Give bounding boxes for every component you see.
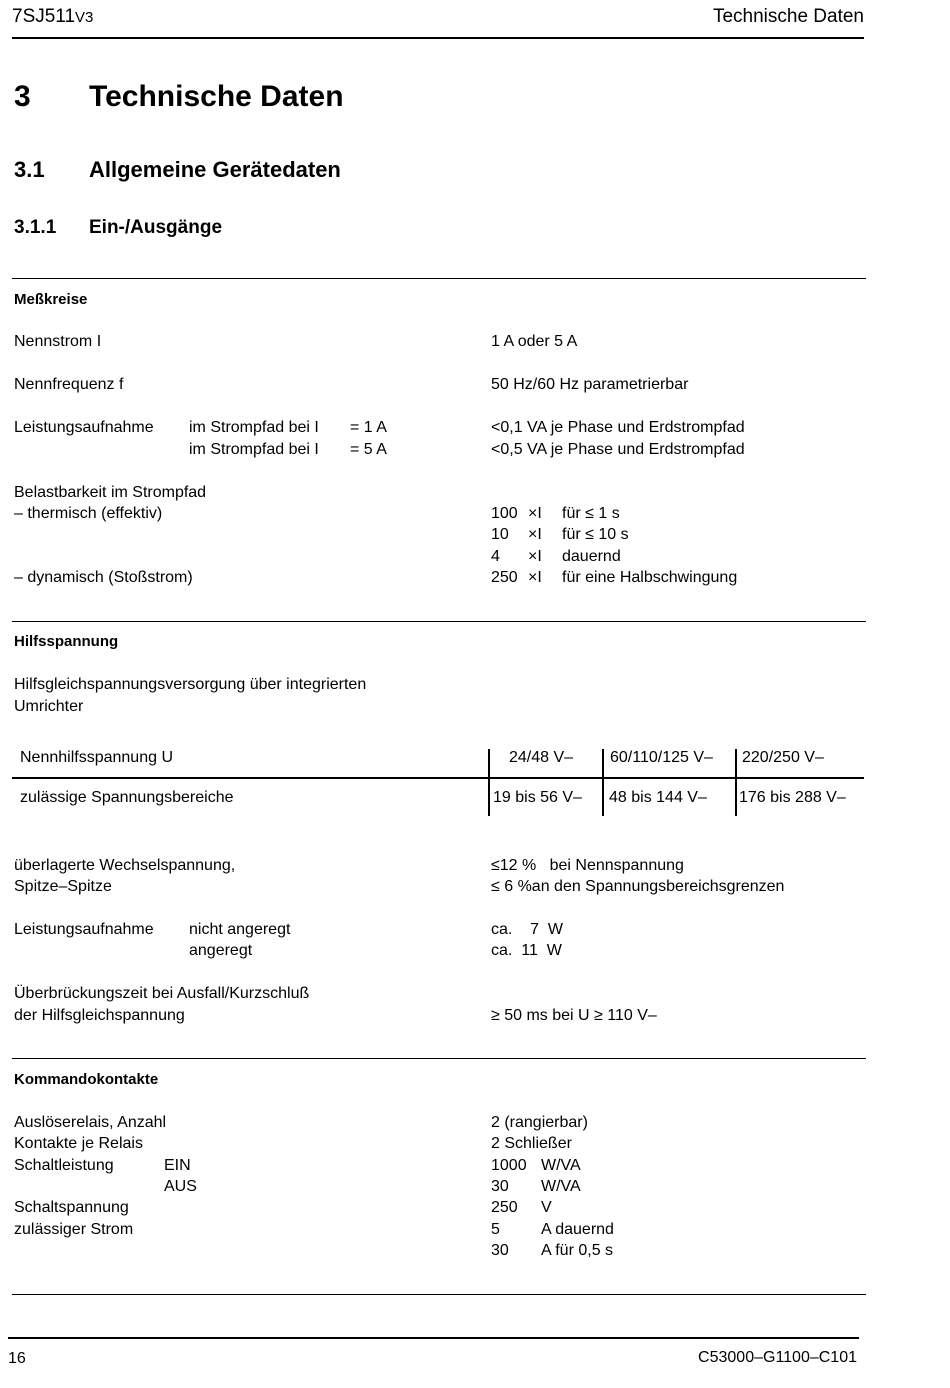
table-cell-176-288: 176 bis 288 V– <box>739 789 846 806</box>
value-wechsel-2: ≤ 6 %an den Spannungsbereichsgrenzen <box>491 878 785 895</box>
belast-row-x: ×I <box>528 505 542 522</box>
heading-messkreise: Meßkreise <box>14 291 88 308</box>
label-ueberbrueckung-2: der Hilfsgleichspannung <box>14 1007 185 1024</box>
label-wechselspannung: überlagerte Wechselspannung, <box>14 857 236 874</box>
cond-strompfad-5-value: = 5 A <box>350 441 387 458</box>
table-cell-220-250: 220/250 V– <box>742 749 824 766</box>
value-leistung-1: <0,1 VA je Phase und Erdstrompfad <box>491 419 745 436</box>
table-label-spannungsbereiche: zulässige Spannungsbereiche <box>20 789 234 806</box>
kommando-value: 5 <box>491 1221 500 1238</box>
label-ueberbrueckung-1: Überbrückungszeit bei Ausfall/Kurzschluß <box>14 985 310 1002</box>
footer-rule <box>8 1337 859 1339</box>
heading-hilfsspannung: Hilfsspannung <box>14 633 119 650</box>
belast-row-v: für eine Halbschwingung <box>562 569 738 586</box>
chapter-title: Technische Daten <box>89 80 344 113</box>
belast-row-v: für ≤ 1 s <box>562 505 620 522</box>
table-divider <box>602 749 604 816</box>
kommando-unit: W/VA <box>541 1178 581 1195</box>
value-nennstrom: 1 A oder 5 A <box>491 333 578 350</box>
label-dynamisch: – dynamisch (Stoßstrom) <box>14 569 193 586</box>
rule-hilfsspannung <box>12 621 866 622</box>
table-cell-60-125: 60/110/125 V– <box>610 749 713 766</box>
value-leistung-5: <0,5 VA je Phase und Erdstrompfad <box>491 441 745 458</box>
label-thermisch: – thermisch (effektiv) <box>14 505 163 522</box>
kommando-value: 30 <box>491 1242 509 1259</box>
cond-strompfad-5: im Strompfad bei I <box>189 441 319 458</box>
table-divider <box>735 749 737 816</box>
cond-nicht-angeregt: nicht angeregt <box>189 921 291 938</box>
document-code: C53000–G1100–C101 <box>698 1349 857 1366</box>
belast-row-x: ×I <box>528 526 542 543</box>
label-nennfrequenz: Nennfrequenz f <box>14 376 124 393</box>
section-title: Allgemeine Gerätedaten <box>89 157 341 182</box>
cond-angeregt: angeregt <box>189 942 253 959</box>
label-leistungsaufnahme: Leistungsaufnahme <box>14 419 154 436</box>
rule-end-section <box>12 1294 866 1295</box>
header-rule <box>12 37 864 39</box>
label-spitze: Spitze–Spitze <box>14 878 112 895</box>
kommando-label: Kontakte je Relais <box>14 1135 143 1152</box>
label-nennstrom: Nennstrom I <box>14 333 102 350</box>
subsection-number: 3.1.1 <box>14 217 57 238</box>
rule-messkreise <box>12 278 866 279</box>
kommando-unit: A dauernd <box>541 1221 614 1238</box>
kommando-value: 30 <box>491 1178 509 1195</box>
belast-row-x: ×I <box>528 569 542 586</box>
heading-kommando: Kommandokontakte <box>14 1071 159 1088</box>
subsection-title: Ein-/Ausgänge <box>89 217 223 238</box>
kommando-unit: V <box>541 1199 552 1216</box>
table-divider <box>488 749 490 816</box>
page-number: 16 <box>8 1350 26 1367</box>
kommando-label: Schaltspannung <box>14 1199 129 1216</box>
belast-row-v: für ≤ 10 s <box>562 526 629 543</box>
value-wechsel-1: ≤12 % bei Nennspannung <box>491 857 684 874</box>
cond-strompfad-1-value: = 1 A <box>350 419 387 436</box>
chapter-number: 3 <box>14 80 31 113</box>
value-leistung-nicht-angeregt: ca. 7 W <box>491 921 564 938</box>
kommando-label: zulässiger Strom <box>14 1221 134 1238</box>
belast-row-n: 4 <box>491 548 500 565</box>
kommando-sub: EIN <box>164 1157 191 1174</box>
value-ueberbrueckung: ≥ 50 ms bei U ≥ 110 V– <box>491 1007 657 1024</box>
label-leistungsaufnahme-hilfs: Leistungsaufnahme <box>14 921 154 938</box>
kommando-sub: AUS <box>164 1178 197 1195</box>
belast-row-n: 10 <box>491 526 509 543</box>
rule-kommando <box>12 1058 866 1059</box>
kommando-value: 1000 <box>491 1157 527 1174</box>
kommando-unit: W/VA <box>541 1157 581 1174</box>
kommando-label: Schaltleistung <box>14 1157 114 1174</box>
belast-row-n: 100 <box>491 505 518 522</box>
kommando-value: 2 Schließer <box>491 1135 572 1152</box>
label-belastbarkeit: Belastbarkeit im Strompfad <box>14 484 207 501</box>
kommando-label: Auslöserelais, Anzahl <box>14 1114 167 1131</box>
value-nennfrequenz: 50 Hz/60 Hz parametrierbar <box>491 376 689 393</box>
cond-strompfad-1: im Strompfad bei I <box>189 419 319 436</box>
value-leistung-angeregt: ca. 11 W <box>491 942 562 959</box>
belast-row-x: ×I <box>528 548 542 565</box>
belast-row-v: dauernd <box>562 548 621 565</box>
header-right: Technische Daten <box>712 6 864 27</box>
section-number: 3.1 <box>14 157 45 182</box>
header-left: 7SJ511V3 <box>12 6 94 27</box>
kommando-value: 2 (rangierbar) <box>491 1114 588 1131</box>
kommando-value: 250 <box>491 1199 518 1216</box>
hilfs-description-2: Umrichter <box>14 698 84 715</box>
table-cell-24-48: 24/48 V– <box>509 749 574 766</box>
table-cell-48-144: 48 bis 144 V– <box>609 789 707 806</box>
hilfs-description-1: Hilfsgleichspannungsversorgung über integrierten <box>14 676 367 693</box>
belast-row-n: 250 <box>491 569 518 586</box>
table-label-nennhilfsspannung: Nennhilfsspannung U <box>20 749 173 766</box>
kommando-unit: A für 0,5 s <box>541 1242 614 1259</box>
table-cell-19-56: 19 bis 56 V– <box>493 789 582 806</box>
